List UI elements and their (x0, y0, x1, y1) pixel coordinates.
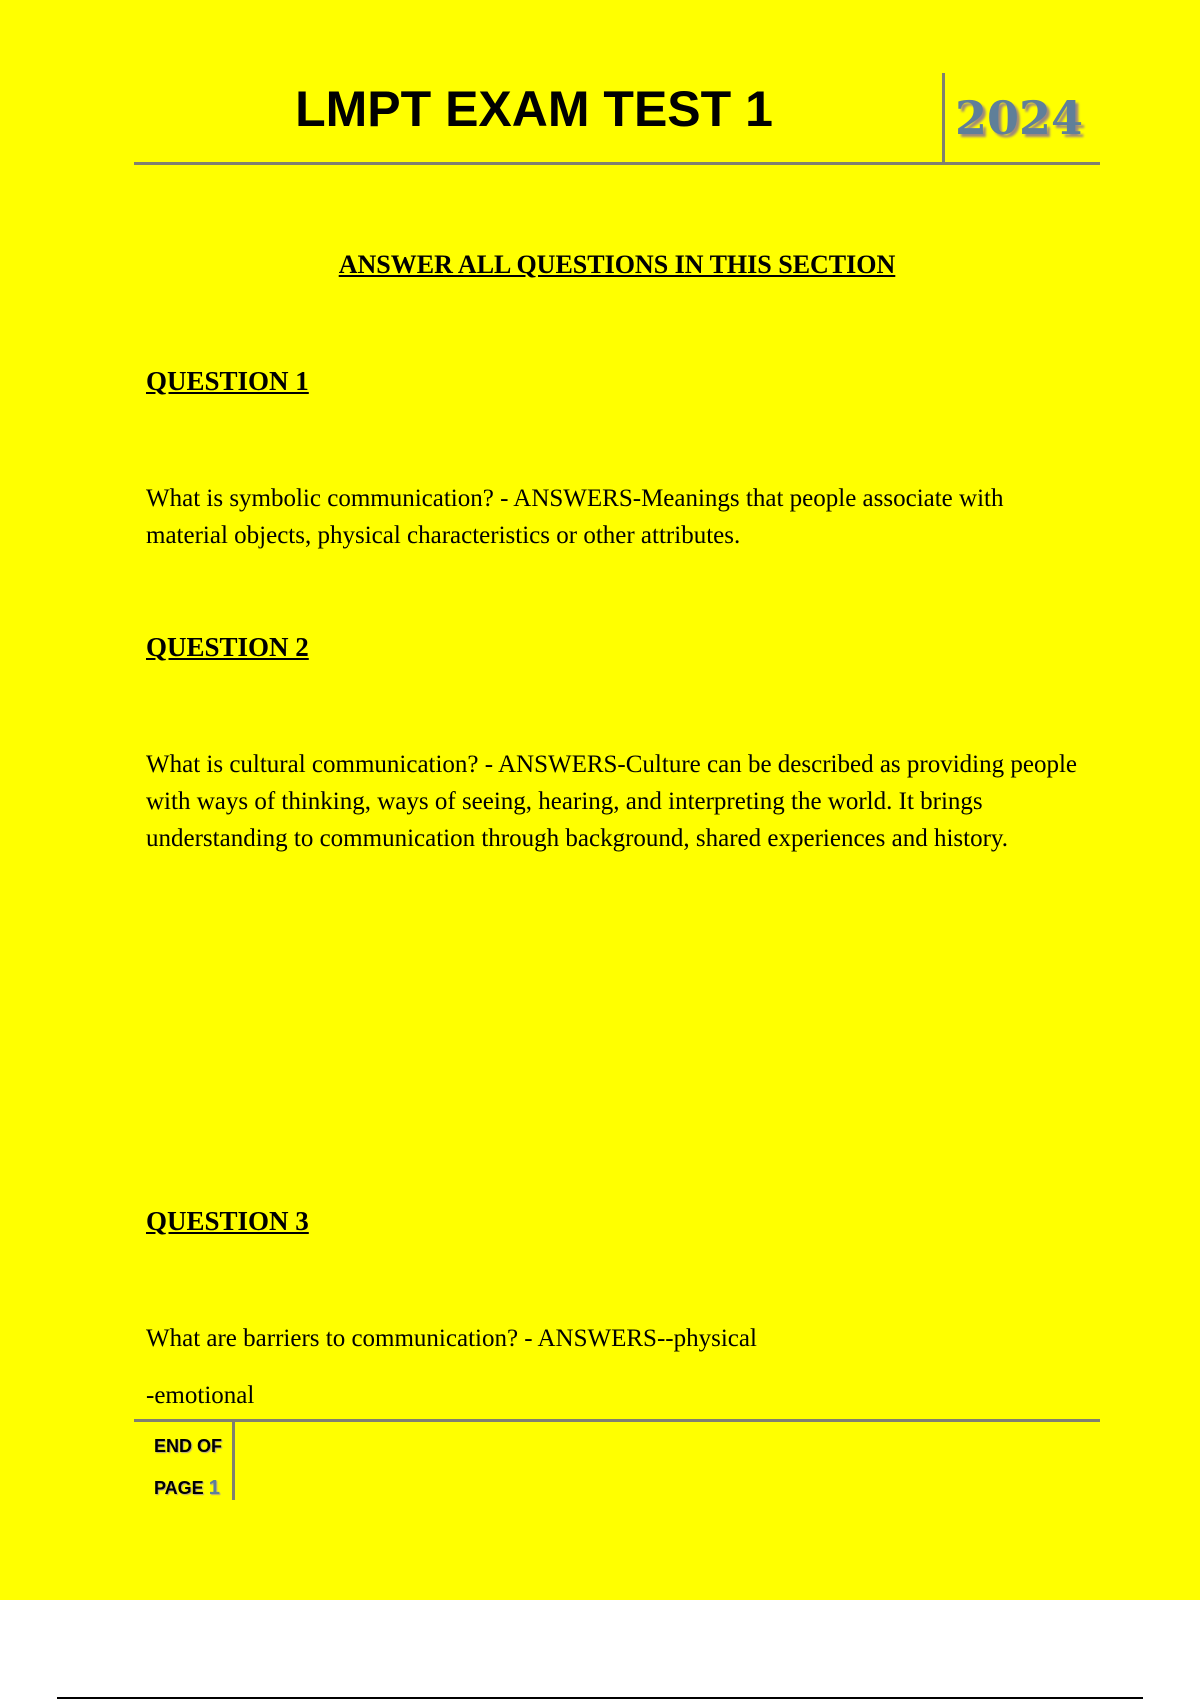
question-2-text: What is cultural communication? - ANSWERS-Culture can be described as providing people with ways of thinking, ways of seeing, hearing, and interpreting the world. It brings understanding to communication through background, shared experiences and history. (146, 751, 1078, 852)
section-heading: ANSWER ALL QUESTIONS IN THIS SECTION (338, 250, 896, 279)
header-divider (942, 73, 945, 163)
document-title: LMPT EXAM TEST 1 (295, 81, 773, 137)
question-2-heading: QUESTION 2 (146, 632, 309, 662)
footer-page-number: 1 (208, 1477, 220, 1499)
question-3-text-continued: -emotional (146, 1382, 255, 1409)
document-year: 2024 (955, 91, 1084, 145)
header-rule (134, 162, 1100, 165)
footer-line-2 (154, 1467, 222, 1509)
question-1-heading: QUESTION 1 (146, 366, 309, 396)
page-separator (57, 1697, 1143, 1699)
footer-rule (134, 1419, 1100, 1422)
question-3-heading: QUESTION 3 (146, 1206, 309, 1236)
page-footer (154, 1425, 222, 1509)
footer-line-1: END OF (154, 1436, 223, 1456)
question-3-text: What are barriers to communication? - ANSWERS--physical (146, 1325, 757, 1352)
footer-divider (232, 1422, 235, 1500)
footer-page-label: PAGE (154, 1478, 204, 1498)
question-1-text: What is symbolic communication? - ANSWERS-Meanings that people associate with material objects, physical characteristics or other attributes. (146, 485, 1004, 549)
